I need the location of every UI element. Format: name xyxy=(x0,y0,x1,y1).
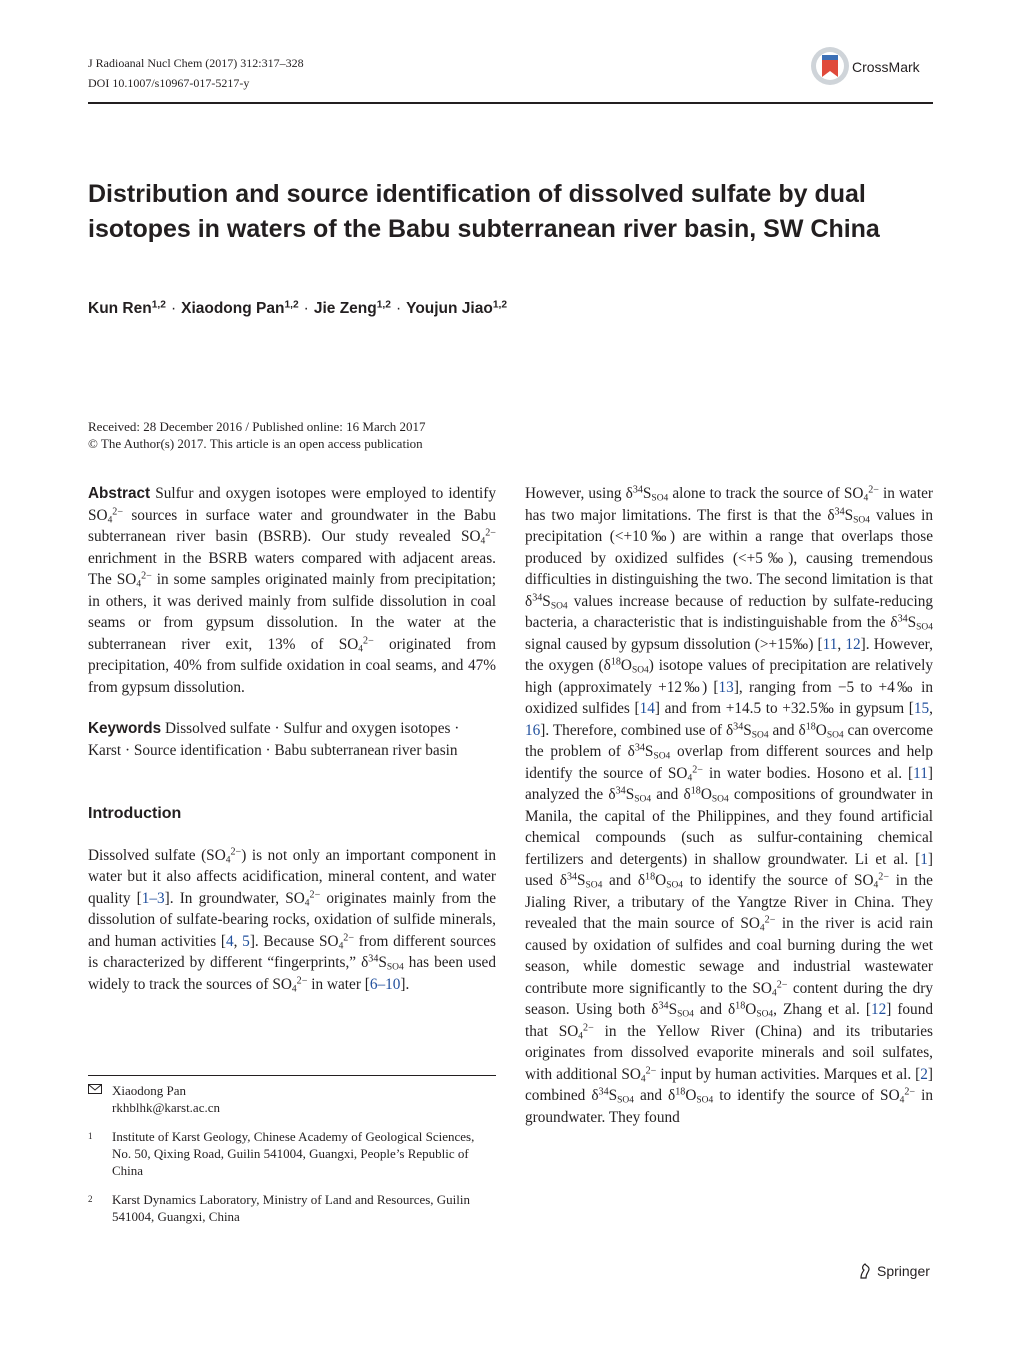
author-name[interactable]: Kun Ren xyxy=(88,300,152,317)
header-divider xyxy=(88,102,933,104)
corresponding-author-email[interactable]: rkhblhk@karst.ac.cn xyxy=(112,1100,220,1115)
citation-link[interactable]: 14 xyxy=(639,700,655,717)
affiliation-1 xyxy=(88,1128,496,1179)
author-name[interactable]: Xiaodong Pan xyxy=(181,300,285,317)
keywords xyxy=(88,718,496,761)
citation-link[interactable]: 13 xyxy=(718,678,734,696)
affiliation-text: Institute of Karst Geology, Chinese Academy of Geological Sciences, No. 50, Qixing Road, Guilin 541004, Guangxi, People’s Republic of China xyxy=(112,1129,475,1178)
abstract-label: Abstract xyxy=(88,485,151,502)
article-title: Distribution and source identification of dissolved sulfate by dual isotopes in waters of the Babu subterranean river basin, SW China xyxy=(88,180,880,243)
affiliation-2 xyxy=(88,1191,496,1225)
corresponding-author-name: Xiaodong Pan xyxy=(112,1083,187,1098)
citation-link[interactable]: 5 xyxy=(242,932,250,950)
author-name[interactable]: Youjun Jiao xyxy=(406,300,493,317)
springer-wordmark: Springer xyxy=(877,1263,930,1279)
citation-link[interactable]: 12 xyxy=(870,1001,887,1018)
left-column xyxy=(88,483,496,995)
citation-link[interactable]: 1 xyxy=(920,850,928,868)
affiliation-number: 1 xyxy=(88,1131,93,1141)
affiliation-text: Karst Dynamics Laboratory, Ministry of Land and Resources, Guilin 541004, Guangxi, China xyxy=(112,1192,471,1224)
publication-dates xyxy=(88,418,508,452)
keywords-label: Keywords xyxy=(88,720,162,737)
citation-link[interactable]: 11 xyxy=(822,635,838,653)
citation-link[interactable]: 12 xyxy=(845,635,861,653)
journal-citation: J Radioanal Nucl Chem (2017) 312:317–328 xyxy=(88,56,304,70)
citation-link[interactable]: 4 xyxy=(226,932,234,950)
corresponding-author xyxy=(88,1082,496,1116)
right-column xyxy=(525,483,933,1128)
citation-link[interactable]: 6–10 xyxy=(369,975,401,993)
received-published: Received: 28 December 2016 / Published online: 16 March 2017 xyxy=(88,419,426,434)
author-affiliation: 1,2 xyxy=(492,299,508,311)
crossmark-icon xyxy=(810,42,850,90)
citation-link[interactable]: 2 xyxy=(920,1065,928,1083)
crossmark-label[interactable]: CrossMark xyxy=(852,59,920,75)
introduction-paragraph-continued: However, using $\delta^{34}S_{SO4}$ alone to track the source of $SO_4^{2-}$ in water has two major limitations. The first is that the $\delta^{34}S_{SO4}$ values in precipitation (<+10‰) are within a range that overlaps those produced by oxidized sulfides (<+5‰), causing tremendous difficulties in distinguishing the two. The second limitation is that $\delta^{34}S_{SO4}$ values increase because of reduction by sulfate-reducing bacteria, a characteristic that is indistinguishable from the $\delta^{34}S_{SO4}$ signal caused by gypsum dissolution (>+15‰) [11, 12]. However, the oxygen $(\delta^{18}O_{SO4})$ isotope values of precipitation are relatively high (approximately +12‰) [13], ranging from −5 to +4‰ in oxidized sulfides [14] and from +14.5 to +32.5‰ in gypsum [15, 16]. Therefore, combined use of $\delta^{34}S_{SO4}$ and $\delta^{18}O_{SO4}$ can overcome the problem of $\delta^{34}S_{SO4}$ overlap from different sources and help identify the source of $SO_4^{2-}$ in water bodies. Hosono et al. [11] analyzed the $\delta^{34}S_{SO4}$ and $\delta^{18}O_{SO4}$ compositions of groundwater in Manila, the capital of the Philippines, and they found artificial chemical compounds (such as sulfur-containing chemical fertilizers and detergents) in shallow groundwater. Li et al. [1] used $\delta^{34}S_{SO4}$ and $\delta^{18}O_{SO4}$ to identify the source of $SO_4^{2-}$ in the Jialing River, a tributary of the Yangtze River in China. They revealed that the main source of $SO_4^{2-}$ in the river is acid rain caused by oxidation of sulfides and coal burning during the wet season, while domestic sewage and industrial wastewater contribute more significantly to the $SO_4^{2-}$ content during the dry season. Using both $\delta^{34}S_{SO4}$ and $\delta^{18}O_{SO4}$, Zhang et al. [12] found that $SO_4^{2-}$ in the Yellow River (China) and its tributaries originates from dissolved evaporite minerals and soil sulfates, with additional $SO_4^{2-}$ input by human activities. Marques et al. [2] combined $\delta^{34}S_{SO4}$ and $\delta^{18}O_{SO4}$ to identify the source of $SO_4^{2-}$ in groundwater. They found xyxy=(525,484,934,1126)
author-affiliation: 1,2 xyxy=(284,299,299,311)
citation-link[interactable]: 11 xyxy=(913,764,928,782)
author-name[interactable]: Jie Zeng xyxy=(313,300,377,317)
citation-link[interactable]: 16 xyxy=(525,721,541,739)
introduction-paragraph: Dissolved sulfate $(SO_4^{2-})$ is not only an important component in water but it also affects acidification, mineral content, and water quality [1–3]. In groundwater, $SO_4^{2-}$ originates mainly from the dissolution of sulfate-bearing rocks, oxidation of sulfide minerals, and human activities [4, 5]. Because $SO_4^{2-}$ from different sources is characterized by different “fingerprints,” $\delta^{34}S_{SO4}$ has been used widely to track the sources of $SO_4^{2-}$ in water [6–10]. xyxy=(88,845,497,994)
author-affiliation: 1,2 xyxy=(376,299,391,311)
doi[interactable]: DOI 10.1007/s10967-017-5217-y xyxy=(88,76,250,90)
abstract: Abstract Sulfur and oxygen isotopes were employed to identify $SO_4^{2-}$ sources in surface water and groundwater in the Babu subterranean river basin (BSRB). Our study revealed $SO_4^{2-}$ enrichment in the BSRB waters compared with adjacent areas. The $SO_4^{2-}$ in some samples originated mainly from precipitation; in others, it was derived mainly from sulfide dissolution in coal seams or from gypsum dissolution. In the water at the subterranean river exit, 13% of $SO_4^{2-}$ originated from precipitation, 40% from sulfide oxidation in coal seams, and 47% from gypsum dissolution. xyxy=(88,485,496,696)
citation-link[interactable]: 1–3 xyxy=(141,889,165,907)
envelope-icon xyxy=(88,1082,112,1116)
copyright-line: © The Author(s) 2017. This article is an open access publication xyxy=(88,436,423,451)
footnotes xyxy=(88,1082,496,1237)
author-list: Kun Ren$^{1,2}$ · Xiaodong Pan$^{1,2}$ · Jie Zeng$^{1,2}$ · Youjun Jiao$^{1,2}$ xyxy=(88,299,508,317)
affiliation-number: 2 xyxy=(88,1194,93,1204)
author-affiliation: 1,2 xyxy=(151,299,166,311)
citation-link[interactable]: 15 xyxy=(913,700,930,717)
section-heading-introduction: Introduction xyxy=(88,805,182,822)
keywords-text: Dissolved sulfate · Sulfur and oxygen isotopes · Karst · Source identification · Babu subterranean river basin xyxy=(88,720,460,759)
footnote-divider xyxy=(88,1075,496,1076)
springer-horse-icon xyxy=(858,1263,872,1279)
springer-logo xyxy=(858,1263,930,1279)
